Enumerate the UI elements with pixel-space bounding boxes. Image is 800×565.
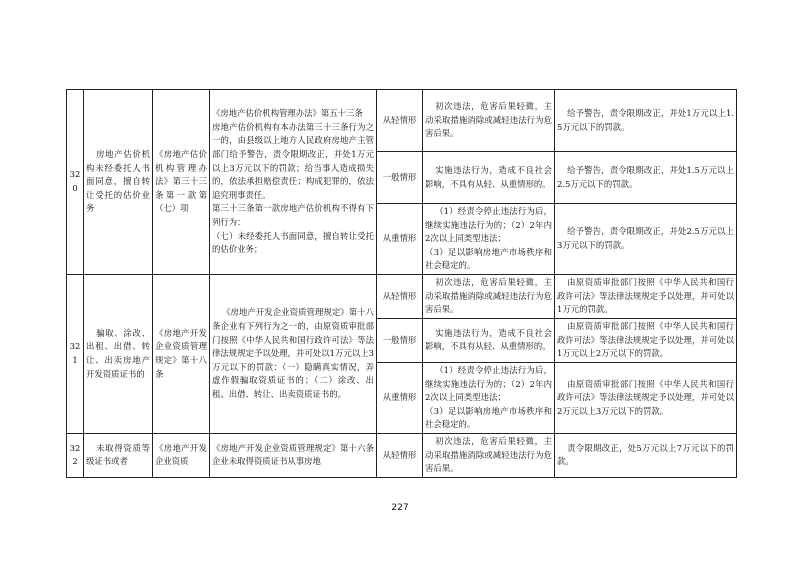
- circumstance-line: （3）足以影响房地产市场秩序和社会稳定的。: [425, 405, 552, 430]
- provision-paragraph: 房地产估价机构有本办法第三十三条行为之一的，由县级以上地方人民政府房地产主管部门给予警告，责令限期改正，并处1万元以上3万元以下的罚款；给当事人造成损失的，依法承担赔偿责任；构成犯罪的，依法追究刑事责任。: [212, 121, 374, 200]
- table-row: [67, 433, 737, 477]
- penalty-provision: 《房地产开发企业资质管理规定》第十六条企业未取得资质证书从事房地: [210, 433, 377, 477]
- circumstance-desc: 实施违法行为，造成不良社会影响，不具有从轻、从重情形的。: [423, 318, 555, 362]
- circumstance-desc: 初次违法，危害后果轻微，主动采取措施消除或减轻违法行为危害后果。: [423, 90, 555, 152]
- legal-basis: 《房地产开发企业资质管理规定》第十八条: [153, 274, 210, 433]
- circumstance-desc: [423, 204, 555, 275]
- penalty-standard: 给予警告，责令限期改正，并处1万元以上1.5万元以下的罚款。: [555, 90, 737, 152]
- penalty-provision: 《房地产开发企业资质管理规定》第十八条企业有下列行为之一的，由原资质审批部门按照《中华人民共和国行政许可法》等法律法规规定予以处理，并可处以1万元以上3万元以下的罚款：（一）隐瞒真实情况，弄虚作假骗取资质证书的；（二）涂改、出租、出借、转让、出卖资质证书的。: [210, 274, 377, 433]
- penalty-standard: 给予警告，责令限期改正，并处1.5万元以上2.5万元以下的罚款。: [555, 152, 737, 204]
- violation-item: 骗取、涂改、出租、出借、转让、出卖房地产开发资质证书的: [84, 274, 153, 433]
- row-number: 320: [67, 90, 84, 275]
- circumstance-desc: 实施违法行为，造成不良社会影响，不具有从轻、从重情形的。: [423, 152, 555, 204]
- legal-basis: 《房地产开发企业资质: [153, 433, 210, 477]
- legal-basis: 《房地产估价机构管理办法》第三十三条第一款第（七）项: [153, 90, 210, 275]
- circumstance-line: （1）经责令停止违法行为后，继续实施违法行为的；（2）2年内2次以上同类型违法；: [425, 364, 552, 403]
- penalty-standards-table: [66, 89, 737, 478]
- circumstance-desc: [423, 362, 555, 433]
- circumstance-line: （3）足以影响房地产市场秩序和社会稳定的。: [425, 246, 552, 271]
- penalty-standard: 由原资质审批部门按照《中华人民共和国行政许可法》等法律法规规定予以处理，并可处以1万元的罚款。: [555, 274, 737, 318]
- severity-level: 从轻情形: [377, 433, 423, 477]
- penalty-provision: [210, 90, 377, 275]
- page-number: 227: [391, 503, 409, 513]
- row-number: 322: [67, 433, 84, 477]
- violation-item: 未取得资质等级证书或者: [84, 433, 153, 477]
- severity-level: 从轻情形: [377, 90, 423, 152]
- penalty-standard: 由原资质审批部门按照《中华人民共和国行政许可法》等法律法规规定予以处理，并可处以1万元以上2万元以下的罚款。: [555, 318, 737, 362]
- severity-level: 从重情形: [377, 362, 423, 433]
- severity-level: 从轻情形: [377, 274, 423, 318]
- table-row: [67, 274, 737, 318]
- severity-level: 一般情形: [377, 152, 423, 204]
- provision-paragraph: （七）未经委托人书面同意，擅自转让受托的估价业务；: [212, 230, 374, 255]
- severity-level: 一般情形: [377, 318, 423, 362]
- row-number: 321: [67, 274, 84, 433]
- severity-level: 从重情形: [377, 204, 423, 275]
- provision-paragraph: 第三十三条第一款房地产估价机构不得有下列行为：: [212, 203, 374, 227]
- penalty-standard: 责令限期改正，处5万元以上7万元以下的罚款。: [555, 433, 737, 477]
- circumstance-line: （1）经责令停止违法行为后，继续实施违法行为的；（2）2年内2次以上同类型违法；: [425, 206, 552, 244]
- circumstance-desc: 初次违法，危害后果轻微，主动采取措施消除或减轻违法行为危害后果。: [423, 274, 555, 318]
- penalty-standard: 给予警告，责令限期改正，并处2.5万元以上3万元以下的罚款。: [555, 204, 737, 275]
- table-row: [67, 90, 737, 152]
- circumstance-desc: 初次违法，危害后果轻微，主动采取措施消除或减轻违法行为危害后果。: [423, 433, 555, 477]
- violation-item: 房地产估价机构未经委托人书面同意，擅自转让受托的估价业务: [84, 90, 153, 275]
- penalty-standard: 由原资质审批部门按照《中华人民共和国行政许可法》等法律法规规定予以处理，并可处以2万元以上3万元以下的罚款。: [555, 362, 737, 433]
- provision-paragraph: 《房地产估价机构管理办法》第五十三条: [212, 108, 363, 119]
